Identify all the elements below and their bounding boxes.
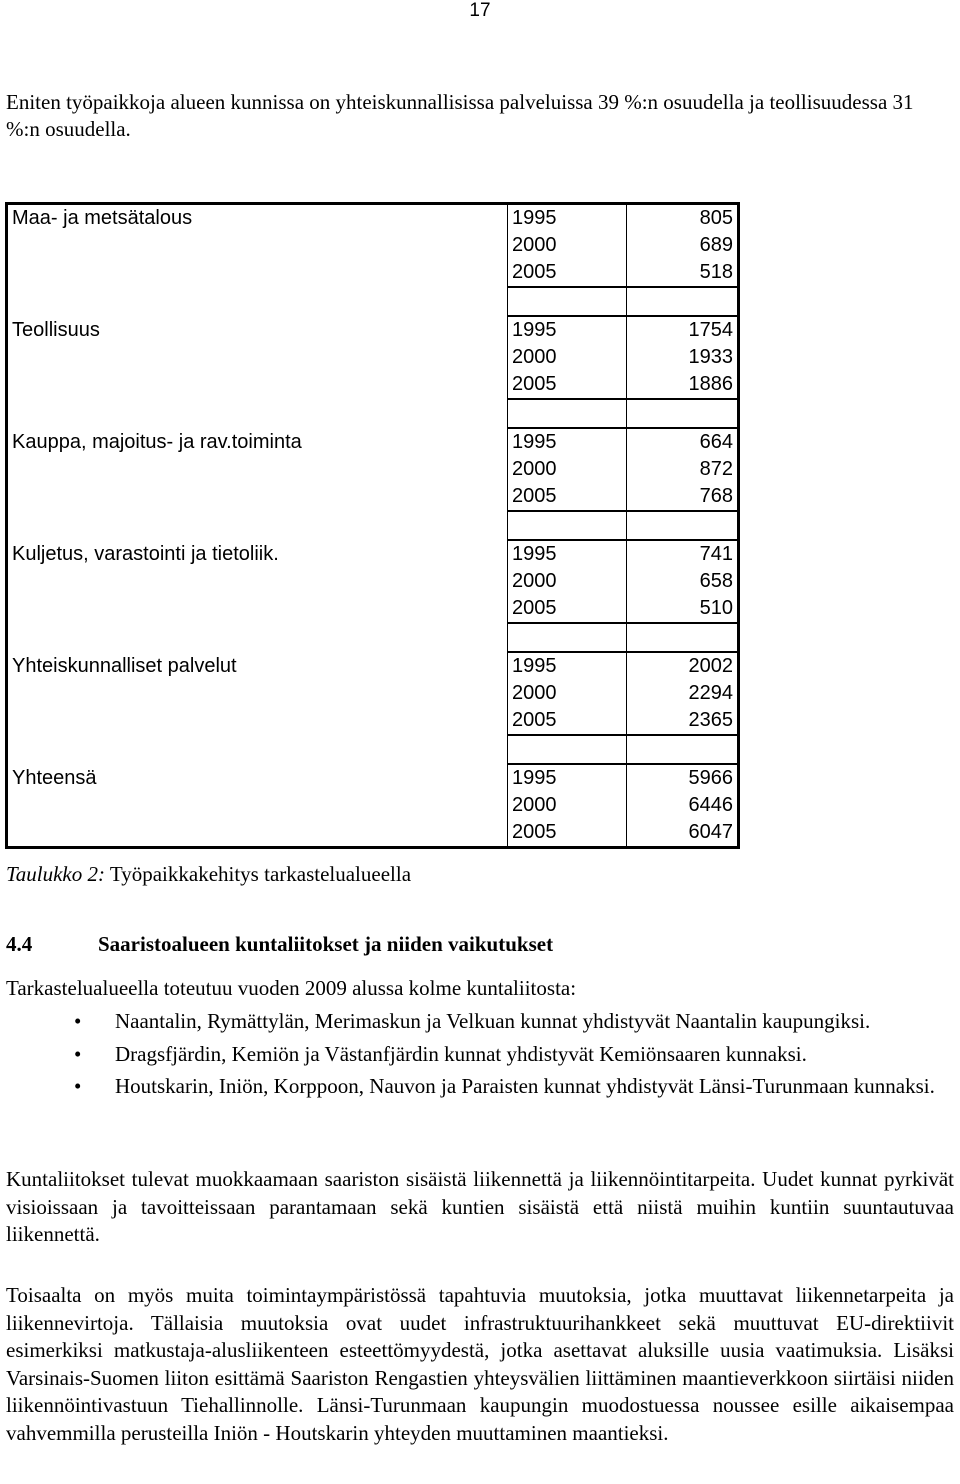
list-item-text: Houtskarin, Iniön, Korppoon, Nauvon ja Paraisten kunnat yhdistyvät Länsi-Turunmaan kunnaksi. xyxy=(115,1074,935,1098)
table-row xyxy=(7,232,739,259)
table-row xyxy=(7,595,739,623)
category-cell xyxy=(7,371,508,399)
category-cell: Maa- ja metsätalous xyxy=(7,204,508,233)
lead-paragraph: Tarkastelualueella toteutuu vuoden 2009 alussa kolme kuntaliitosta: xyxy=(6,976,577,1000)
page-number: 17 xyxy=(469,0,491,21)
year-cell: 1995 xyxy=(508,204,627,233)
value-cell: 2294 xyxy=(627,680,739,707)
year-cell: 2005 xyxy=(508,707,627,735)
value-cell: 805 xyxy=(627,204,739,233)
year-cell: 2000 xyxy=(508,680,627,707)
value-cell: 872 xyxy=(627,456,739,483)
category-cell xyxy=(7,819,508,848)
bullet-icon: • xyxy=(74,1074,82,1098)
paragraph-1: Kuntaliitokset tulevat muokkaamaan saariston sisäistä liikennettä ja liikennöintitarpeita. Uudet kunnat pyrkivät visioissaan ja tavoitteissaan parantamaan sekä kuntien sisäistä että niistä muihin kuntiin suuntautuvaa liikennettä. xyxy=(6,1167,954,1246)
category-cell xyxy=(7,568,508,595)
value-cell: 518 xyxy=(627,259,739,287)
spacer-cell xyxy=(627,735,739,764)
table-row xyxy=(7,483,739,511)
caption-label: Taulukko 2: xyxy=(6,862,105,886)
spacer-cell xyxy=(627,623,739,652)
value-cell: 2365 xyxy=(627,707,739,735)
year-cell: 2005 xyxy=(508,371,627,399)
value-cell: 6446 xyxy=(627,792,739,819)
value-cell: 1933 xyxy=(627,344,739,371)
category-cell xyxy=(7,707,508,735)
spacer-cell xyxy=(7,287,508,316)
bullet-icon: • xyxy=(74,1041,82,1066)
list-item-text: Naantalin, Rymättylän, Merimaskun ja Velkuan kunnat yhdistyvät Naantalin kaupungiksi. xyxy=(115,1009,871,1033)
spacer-cell xyxy=(7,399,508,428)
paragraph-2: Toisaalta on myös muita toimintaympäristössä tapahtuvia muutoksia, jotka muuttavat liikennetarpeita ja liikennevirtoja. Tällaisia muutoksia ovat uudet infrastruktuurihankkeet sekä muuttuvat EU-direktiivit esimerkiksi matkustaja-alusliikenteen esteettömyydestä, jotka asettavat aluksille uusia vaatimuksia. Lisäksi Varsinais-Suomen liiton esittämä Saariston Rengastien yhteysvälien liittäminen maantieverkkoon siirtäisi niiden liikennöintivastuun Tiehallinnolle. Länsi-Turunmaan kaupungin muodostuessa noussee esille aikaisempaa vahvemmilla perusteilla Iniön - Houtskarin yhteyden muuttaminen maantieksi. xyxy=(6,1283,954,1445)
year-cell: 2005 xyxy=(508,483,627,511)
bullet-icon: • xyxy=(74,1009,82,1033)
list-item xyxy=(6,1041,954,1069)
year-cell: 1995 xyxy=(508,316,627,344)
table-spacer-row xyxy=(7,511,739,540)
table-caption xyxy=(6,860,411,888)
section-title: Saaristoalueen kuntaliitokset ja niiden vaikutukset xyxy=(98,932,554,956)
table-row xyxy=(7,456,739,483)
merger-list xyxy=(6,1008,954,1106)
category-cell: Yhteensä xyxy=(7,764,508,792)
table-row xyxy=(7,371,739,399)
value-cell: 1754 xyxy=(627,316,739,344)
table-spacer-row xyxy=(7,735,739,764)
intro-paragraph: Eniten työpaikkoja alueen kunnissa on yhteiskunnallisissa palveluissa 39 %:n osuudella ja teollisuudessa 31 %:n osuudella. xyxy=(6,90,914,141)
table-row xyxy=(7,316,739,344)
category-cell: Kauppa, majoitus- ja rav.toiminta xyxy=(7,428,508,456)
table-row xyxy=(7,428,739,456)
value-cell: 741 xyxy=(627,540,739,568)
value-cell: 664 xyxy=(627,428,739,456)
year-cell: 1995 xyxy=(508,540,627,568)
spacer-cell xyxy=(7,735,508,764)
category-cell xyxy=(7,792,508,819)
category-cell: Yhteiskunnalliset palvelut xyxy=(7,652,508,680)
spacer-cell xyxy=(508,287,627,316)
table-row xyxy=(7,707,739,735)
table-spacer-row xyxy=(7,399,739,428)
value-cell: 658 xyxy=(627,568,739,595)
category-cell xyxy=(7,456,508,483)
list-item-text: Dragsfjärdin, Kemiön ja Västanfjärdin kunnat yhdistyvät Kemiönsaaren kunnaksi. xyxy=(115,1041,807,1066)
jobs-table xyxy=(5,202,740,849)
table-spacer-row xyxy=(7,287,739,316)
section-heading xyxy=(6,930,553,958)
year-cell: 2000 xyxy=(508,344,627,371)
table-row xyxy=(7,680,739,707)
value-cell: 768 xyxy=(627,483,739,511)
table-spacer-row xyxy=(7,623,739,652)
value-cell: 6047 xyxy=(627,819,739,848)
caption-text: Työpaikkakehitys tarkastelualueella xyxy=(104,862,412,886)
year-cell: 1995 xyxy=(508,652,627,680)
category-cell xyxy=(7,483,508,511)
category-cell: Teollisuus xyxy=(7,316,508,344)
year-cell: 2000 xyxy=(508,792,627,819)
spacer-cell xyxy=(508,511,627,540)
table-row xyxy=(7,204,739,233)
spacer-cell xyxy=(7,623,508,652)
year-cell: 1995 xyxy=(508,428,627,456)
spacer-cell xyxy=(508,399,627,428)
year-cell: 1995 xyxy=(508,764,627,792)
list-item xyxy=(6,1008,954,1036)
category-cell xyxy=(7,680,508,707)
year-cell: 2000 xyxy=(508,456,627,483)
year-cell: 2000 xyxy=(508,232,627,259)
table-row xyxy=(7,540,739,568)
value-cell: 689 xyxy=(627,232,739,259)
spacer-cell xyxy=(627,511,739,540)
category-cell xyxy=(7,259,508,287)
category-cell xyxy=(7,595,508,623)
table-row xyxy=(7,819,739,848)
value-cell: 1886 xyxy=(627,371,739,399)
year-cell: 2000 xyxy=(508,568,627,595)
value-cell: 510 xyxy=(627,595,739,623)
category-cell xyxy=(7,232,508,259)
value-cell: 5966 xyxy=(627,764,739,792)
table-row xyxy=(7,792,739,819)
table-row xyxy=(7,652,739,680)
spacer-cell xyxy=(508,735,627,764)
spacer-cell xyxy=(627,399,739,428)
table-row xyxy=(7,344,739,371)
value-cell: 2002 xyxy=(627,652,739,680)
list-item xyxy=(6,1073,954,1101)
year-cell: 2005 xyxy=(508,819,627,848)
table-row xyxy=(7,764,739,792)
spacer-cell xyxy=(627,287,739,316)
spacer-cell xyxy=(508,623,627,652)
table-row xyxy=(7,259,739,287)
year-cell: 2005 xyxy=(508,259,627,287)
year-cell: 2005 xyxy=(508,595,627,623)
section-number: 4.4 xyxy=(6,932,33,956)
category-cell xyxy=(7,344,508,371)
table-row xyxy=(7,568,739,595)
category-cell: Kuljetus, varastointi ja tietoliik. xyxy=(7,540,508,568)
spacer-cell xyxy=(7,511,508,540)
